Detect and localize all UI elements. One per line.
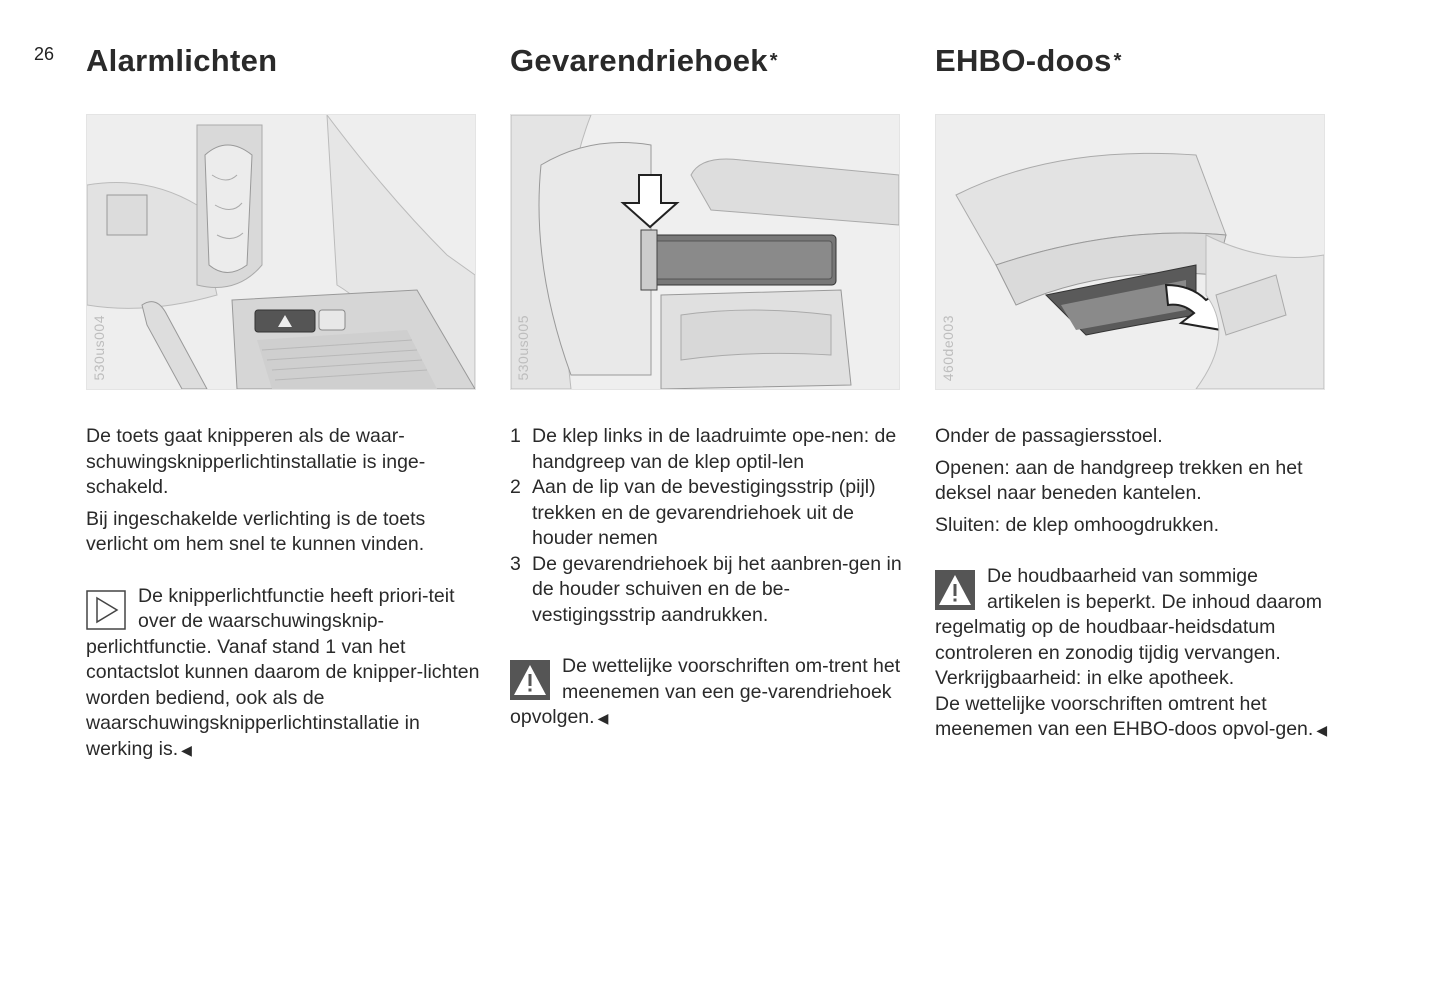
paragraph: Sluiten: de klep omhoogdrukken. — [935, 513, 1220, 536]
end-mark: ◀ — [181, 741, 192, 758]
paragraph: Onder de passagiersstoel. — [935, 425, 1163, 447]
warning-block — [935, 564, 1335, 744]
play-triangle-icon — [86, 590, 126, 630]
list-item: 3 De gevarendriehoek bij het aanbren-gen in de houder schuiven en de be-vestigingsstrip aandrukken. — [510, 552, 902, 626]
section-title: Alarmlichten — [86, 43, 278, 78]
warning-text: De wettelijke voorschriften om-trent het meenemen van een ge-varendriehoek opvolgen. — [510, 655, 901, 728]
section-title: EHBO-doos * — [935, 43, 1122, 78]
warning-triangle-holder-illustration — [510, 114, 900, 390]
paragraph: Openen: aan de handgreep trekken en het deksel naar beneden kantelen. — [935, 456, 1303, 504]
figure-code: 530us005 — [515, 315, 531, 381]
first-aid-box-illustration — [935, 114, 1325, 390]
section-alarmlichten — [86, 40, 486, 763]
warning-text: De houdbaarheid van sommige artikelen is beperkt. De inhoud daarom regelmatig op de houdbaar-heidsdatum controleren en zonodig tijdig vervangen. Verkrijgbaarheid: in elke apotheek. — [935, 565, 1322, 689]
end-mark: ◀ — [1316, 722, 1328, 738]
steps-list — [510, 424, 910, 628]
hazard-switch-illustration — [86, 114, 476, 390]
figure-code: 530us004 — [91, 315, 107, 381]
note-text: De knipperlichtfunctie heeft priori-teit over de waarschuwingsknip-perlichtfunctie. Vanaf stand 1 van het contactslot kunnen daarom de knipper-lichten worden bediend, ook als de waarschuwingsknipperlichtinstallatie in werking is. — [86, 584, 480, 760]
section-title: Gevarendriehoek * — [510, 43, 778, 78]
end-mark: ◀ — [597, 710, 609, 726]
warning-text-2: De wettelijke voorschriften omtrent het meenemen van een EHBO-doos opvol-gen. — [935, 692, 1314, 740]
figure-code: 460de003 — [940, 314, 956, 381]
section-gevarendriehoek — [510, 40, 910, 732]
paragraph: De toets gaat knipperen als de waar-schuwingsknipperlichtinstallatie is inge-schakeld. — [86, 425, 426, 498]
paragraph: Bij ingeschakelde verlichting is de toets verlicht om hem snel te kunnen vinden. — [86, 507, 426, 555]
section-ehbo-doos — [935, 40, 1335, 744]
warning-block — [510, 654, 910, 732]
list-item: 1 De klep links in de laadruimte ope-nen: de handgreep van de klep optil-len — [510, 425, 897, 473]
note-block — [86, 584, 486, 764]
list-item: 2 Aan de lip van de bevestigingsstrip (pijl) trekken en de gevarendriehoek uit de houder nemen — [510, 476, 876, 549]
warning-triangle-icon — [510, 660, 550, 700]
page-number: 26 — [34, 44, 55, 64]
warning-triangle-icon — [935, 570, 975, 610]
